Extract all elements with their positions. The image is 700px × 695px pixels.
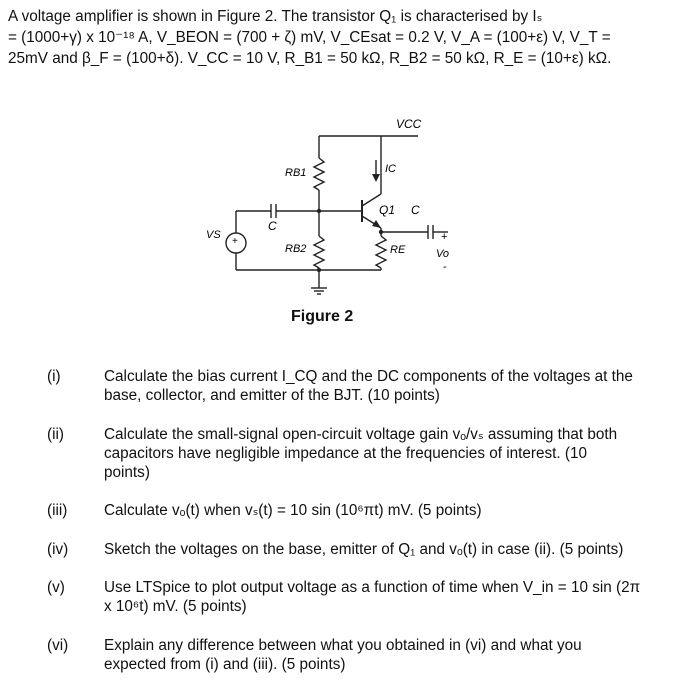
- intro-line-1: A voltage amplifier is shown in Figure 2. The transistor Q₁ is characterised by Iₛ: [8, 8, 543, 25]
- question-number: (vi): [47, 637, 69, 654]
- label-vcc: VCC: [396, 117, 422, 131]
- rb1-resistor: [314, 158, 324, 190]
- question-text-line: x 10⁶t) mV. (5 points): [104, 598, 247, 615]
- output-plus-sign: +: [441, 231, 448, 243]
- question-text-line: Use LTSpice to plot output voltage as a function of time when V_in = 10 sin (2π: [104, 579, 641, 596]
- question-text-line: Calculate the small-signal open-circuit voltage gain vₒ/vₛ assuming that both: [104, 426, 618, 443]
- label-q1: Q1: [379, 203, 396, 217]
- question-number: (iii): [47, 502, 68, 519]
- label-vo: Vo: [436, 248, 450, 260]
- emitter-arrow-icon: [372, 220, 381, 228]
- question-number: (iv): [47, 541, 69, 558]
- intro-line-2: = (1000+γ) x 10⁻¹⁸ A, V_BEON = (700 + ζ) mV, V_CEsat = 0.2 V, V_A = (100+ε) V, V_T =: [8, 29, 611, 46]
- rb2-resistor: [314, 236, 324, 268]
- label-vs: VS: [206, 229, 221, 241]
- figure-caption: Figure 2: [291, 308, 354, 325]
- question-text-line: expected from (i) and (iii). (5 points): [104, 656, 346, 673]
- ic-arrow-icon: [372, 174, 380, 182]
- question-text-line: points): [104, 464, 150, 481]
- question-number: (i): [47, 368, 61, 385]
- label-rb1: RB1: [285, 167, 307, 179]
- label-rb2: RB2: [285, 243, 307, 255]
- question-text-line: Calculate the bias current I_CQ and the DC components of the voltages at the: [104, 368, 633, 385]
- label-re: RE: [390, 244, 406, 256]
- question-text-line: capacitors have negligible impedance at the frequencies of interest. (10: [104, 445, 587, 462]
- question-text-line: Sketch the voltages on the base, emitter of Q₁ and vₒ(t) in case (ii). (5 points): [104, 541, 624, 558]
- label-c-in: C: [268, 219, 277, 233]
- question-text-line: Explain any difference between what you obtained in (vi) and what you: [104, 637, 582, 654]
- label-c-out: C: [411, 203, 420, 217]
- source-plus-sign: +: [232, 236, 238, 247]
- question-text-line: base, collector, and emitter of the BJT. (10 points): [104, 387, 440, 404]
- circuit-diagram: [0, 0, 700, 340]
- output-minus-sign: -: [443, 261, 447, 273]
- label-ic: IC: [385, 163, 396, 175]
- question-text-line: Calculate vₒ(t) when vₛ(t) = 10 sin (10⁶πt) mV. (5 points): [104, 502, 482, 519]
- re-resistor: [376, 236, 386, 268]
- intro-line-3: 25mV and β_F = (100+δ). V_CC = 10 V, R_B1 = 50 kΩ, R_B2 = 50 kΩ, R_E = (10+ε) kΩ.: [8, 50, 612, 67]
- question-number: (v): [47, 579, 65, 596]
- question-number: (ii): [47, 426, 64, 443]
